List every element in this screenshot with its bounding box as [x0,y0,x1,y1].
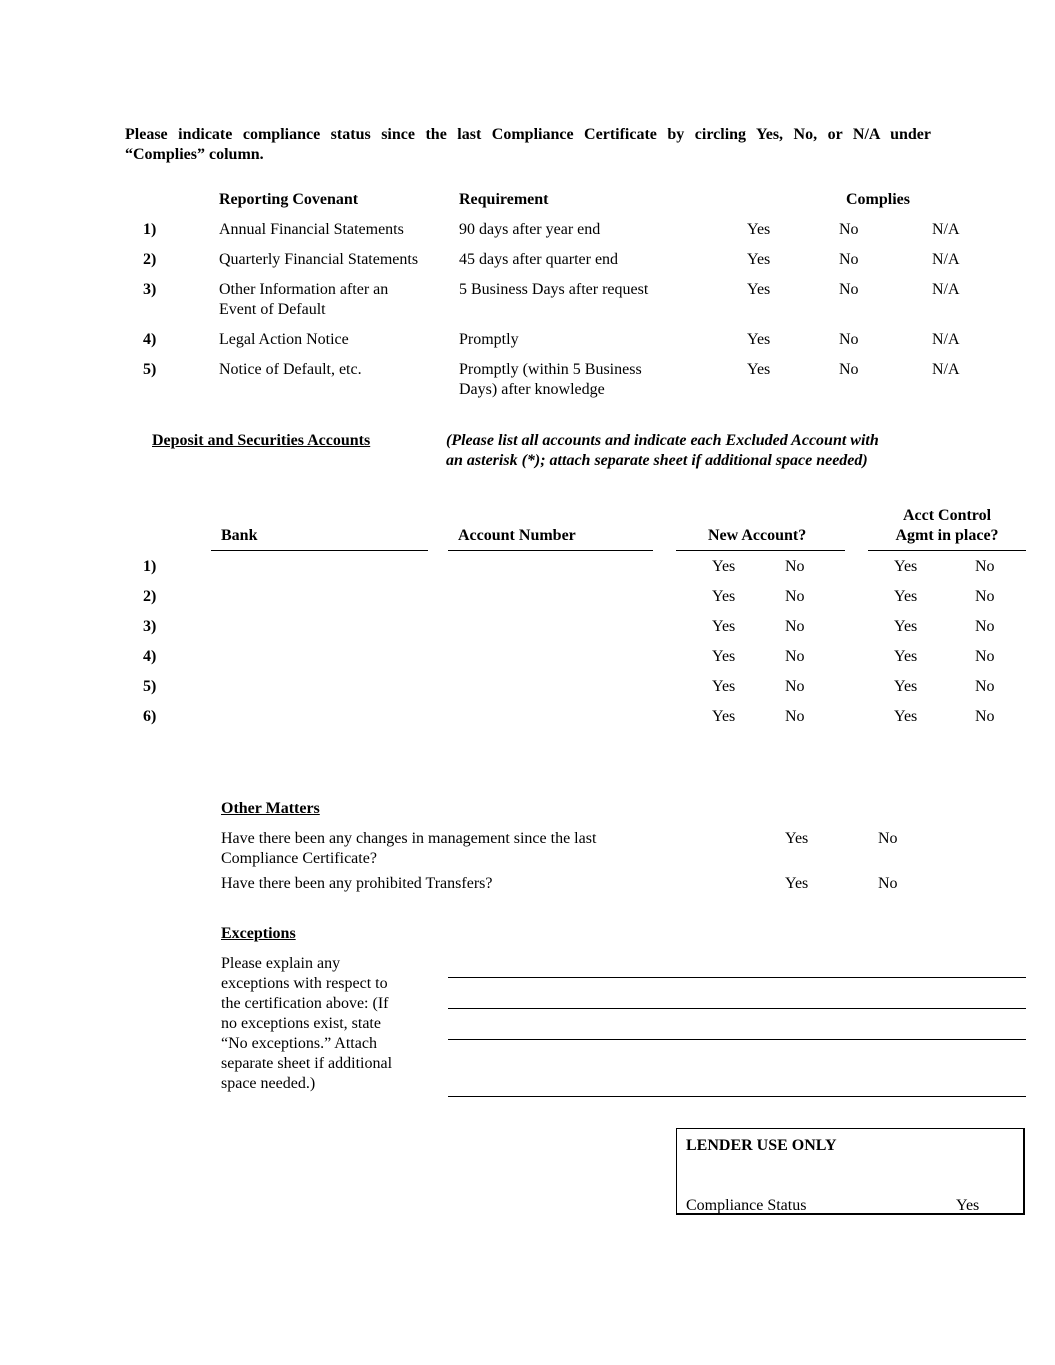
exceptions-instructions-line: the certification above: (If [221,995,389,1012]
intro-instructions [125,125,931,165]
header-account-number: Account Number [458,527,576,544]
exceptions-write-line[interactable] [448,1008,1026,1009]
compliance-status-label: Compliance Status [686,1197,807,1214]
complies-no-option[interactable]: No [839,331,859,348]
covenant-requirement: 5 Business Days after request [459,281,649,298]
acct-control-yes-option[interactable]: Yes [894,558,918,575]
acct-control-no-option[interactable]: No [975,678,995,695]
exceptions-instructions-line: space needed.) [221,1075,316,1092]
acct-control-no-option[interactable]: No [975,558,995,575]
new-account-no-option[interactable]: No [785,648,805,665]
exceptions-write-line[interactable] [448,1096,1026,1097]
exceptions-instructions-line: “No exceptions.” Attach [221,1035,377,1052]
prohibited-transfers-no-option[interactable]: No [878,875,898,892]
covenant-name-line-1: Other Information after an [219,281,389,298]
exceptions-instructions-line: Please explain any [221,955,341,972]
complies-na-option[interactable]: N/A [932,251,960,268]
complies-no-option[interactable]: No [839,361,859,378]
covenant-name: Legal Action Notice [219,331,349,348]
exceptions-instructions-line: exceptions with respect to [221,975,388,992]
complies-yes-option[interactable]: Yes [747,281,771,298]
acct-control-column-rule [868,550,1026,551]
other-matters-title: Other Matters [221,800,320,817]
new-account-no-option[interactable]: No [785,588,805,605]
acct-control-no-option[interactable]: No [975,618,995,635]
covenant-requirement-line-2: Days) after knowledge [459,381,605,398]
acct-control-yes-option[interactable]: Yes [894,588,918,605]
account-number-column-rule [448,550,653,551]
header-new-account: New Account? [708,527,807,544]
row-number: 4) [143,331,157,348]
intro-line-1: Please indicate compliance status since the last Compliance Certificate by circling Yes, No, or N/A under [125,126,931,143]
header-acct-control-line-1: Acct Control [902,507,992,524]
acct-control-yes-option[interactable]: Yes [894,708,918,725]
exceptions-write-line[interactable] [448,977,1026,978]
complies-yes-option[interactable]: Yes [747,251,771,268]
complies-no-option[interactable]: No [839,251,859,268]
complies-no-option[interactable]: No [839,281,859,298]
question-management-change-line-1: Have there been any changes in management since the last [221,830,597,847]
covenant-name: Notice of Default, etc. [219,361,362,378]
header-requirement: Requirement [459,191,549,208]
row-number: 3) [143,618,157,635]
compliance-status-yes-option[interactable]: Yes [956,1197,980,1214]
prohibited-transfers-yes-option[interactable]: Yes [785,875,809,892]
new-account-yes-option[interactable]: Yes [712,708,736,725]
intro-line-2: “Complies” column. [125,146,264,163]
new-account-no-option[interactable]: No [785,618,805,635]
new-account-yes-option[interactable]: Yes [712,558,736,575]
covenant-name: Quarterly Financial Statements [219,251,419,268]
acct-control-no-option[interactable]: No [975,648,995,665]
exceptions-write-line[interactable] [448,1039,1026,1040]
new-account-no-option[interactable]: No [785,678,805,695]
lender-use-only-title: LENDER USE ONLY [686,1137,837,1154]
acct-control-yes-option[interactable]: Yes [894,618,918,635]
row-number: 1) [143,558,157,575]
bank-column-rule [211,550,428,551]
acct-control-no-option[interactable]: No [975,708,995,725]
new-account-yes-option[interactable]: Yes [712,588,736,605]
new-account-yes-option[interactable]: Yes [712,678,736,695]
row-number: 6) [143,708,157,725]
new-account-yes-option[interactable]: Yes [712,618,736,635]
header-complies: Complies [846,191,910,208]
complies-no-option[interactable]: No [839,221,859,238]
covenant-name: Annual Financial Statements [219,221,404,238]
complies-na-option[interactable]: N/A [932,281,960,298]
question-prohibited-transfers: Have there been any prohibited Transfers? [221,875,493,892]
row-number: 3) [143,281,157,298]
new-account-yes-option[interactable]: Yes [712,648,736,665]
acct-control-yes-option[interactable]: Yes [894,678,918,695]
header-acct-control-line-2: Agmt in place? [895,527,999,544]
exceptions-instructions-line: separate sheet if additional [221,1055,393,1072]
exceptions-instructions [221,954,392,1094]
deposit-note-line-2: an asterisk (*); attach separate sheet if additional space needed) [446,452,868,469]
complies-na-option[interactable]: N/A [932,331,960,348]
header-bank: Bank [221,527,258,544]
complies-na-option[interactable]: N/A [932,221,960,238]
exceptions-instructions-line: no exceptions exist, state [221,1015,381,1032]
exceptions-title: Exceptions [221,925,296,942]
row-number: 4) [143,648,157,665]
row-number: 5) [143,361,157,378]
header-reporting-covenant: Reporting Covenant [219,191,359,208]
acct-control-no-option[interactable]: No [975,588,995,605]
acct-control-yes-option[interactable]: Yes [894,648,918,665]
covenant-requirement: 90 days after year end [459,221,601,238]
new-account-no-option[interactable]: No [785,558,805,575]
deposit-note-line-1: (Please list all accounts and indicate each Excluded Account with [446,432,879,449]
question-management-change-line-2: Compliance Certificate? [221,850,377,867]
covenant-requirement-line-1: Promptly (within 5 Business [459,361,642,378]
complies-yes-option[interactable]: Yes [747,221,771,238]
complies-yes-option[interactable]: Yes [747,361,771,378]
new-account-no-option[interactable]: No [785,708,805,725]
management-change-no-option[interactable]: No [878,830,898,847]
management-change-yes-option[interactable]: Yes [785,830,809,847]
row-number: 2) [143,251,157,268]
row-number: 5) [143,678,157,695]
covenant-requirement: Promptly [459,331,519,348]
covenant-requirement: 45 days after quarter end [459,251,619,268]
row-number: 2) [143,588,157,605]
deposit-accounts-title: Deposit and Securities Accounts [152,432,371,449]
lender-use-only-box [676,1128,1025,1215]
complies-yes-option[interactable]: Yes [747,331,771,348]
new-account-column-rule [676,550,845,551]
row-number: 1) [143,221,157,238]
covenant-name-line-2: Event of Default [219,301,326,318]
complies-na-option[interactable]: N/A [932,361,960,378]
